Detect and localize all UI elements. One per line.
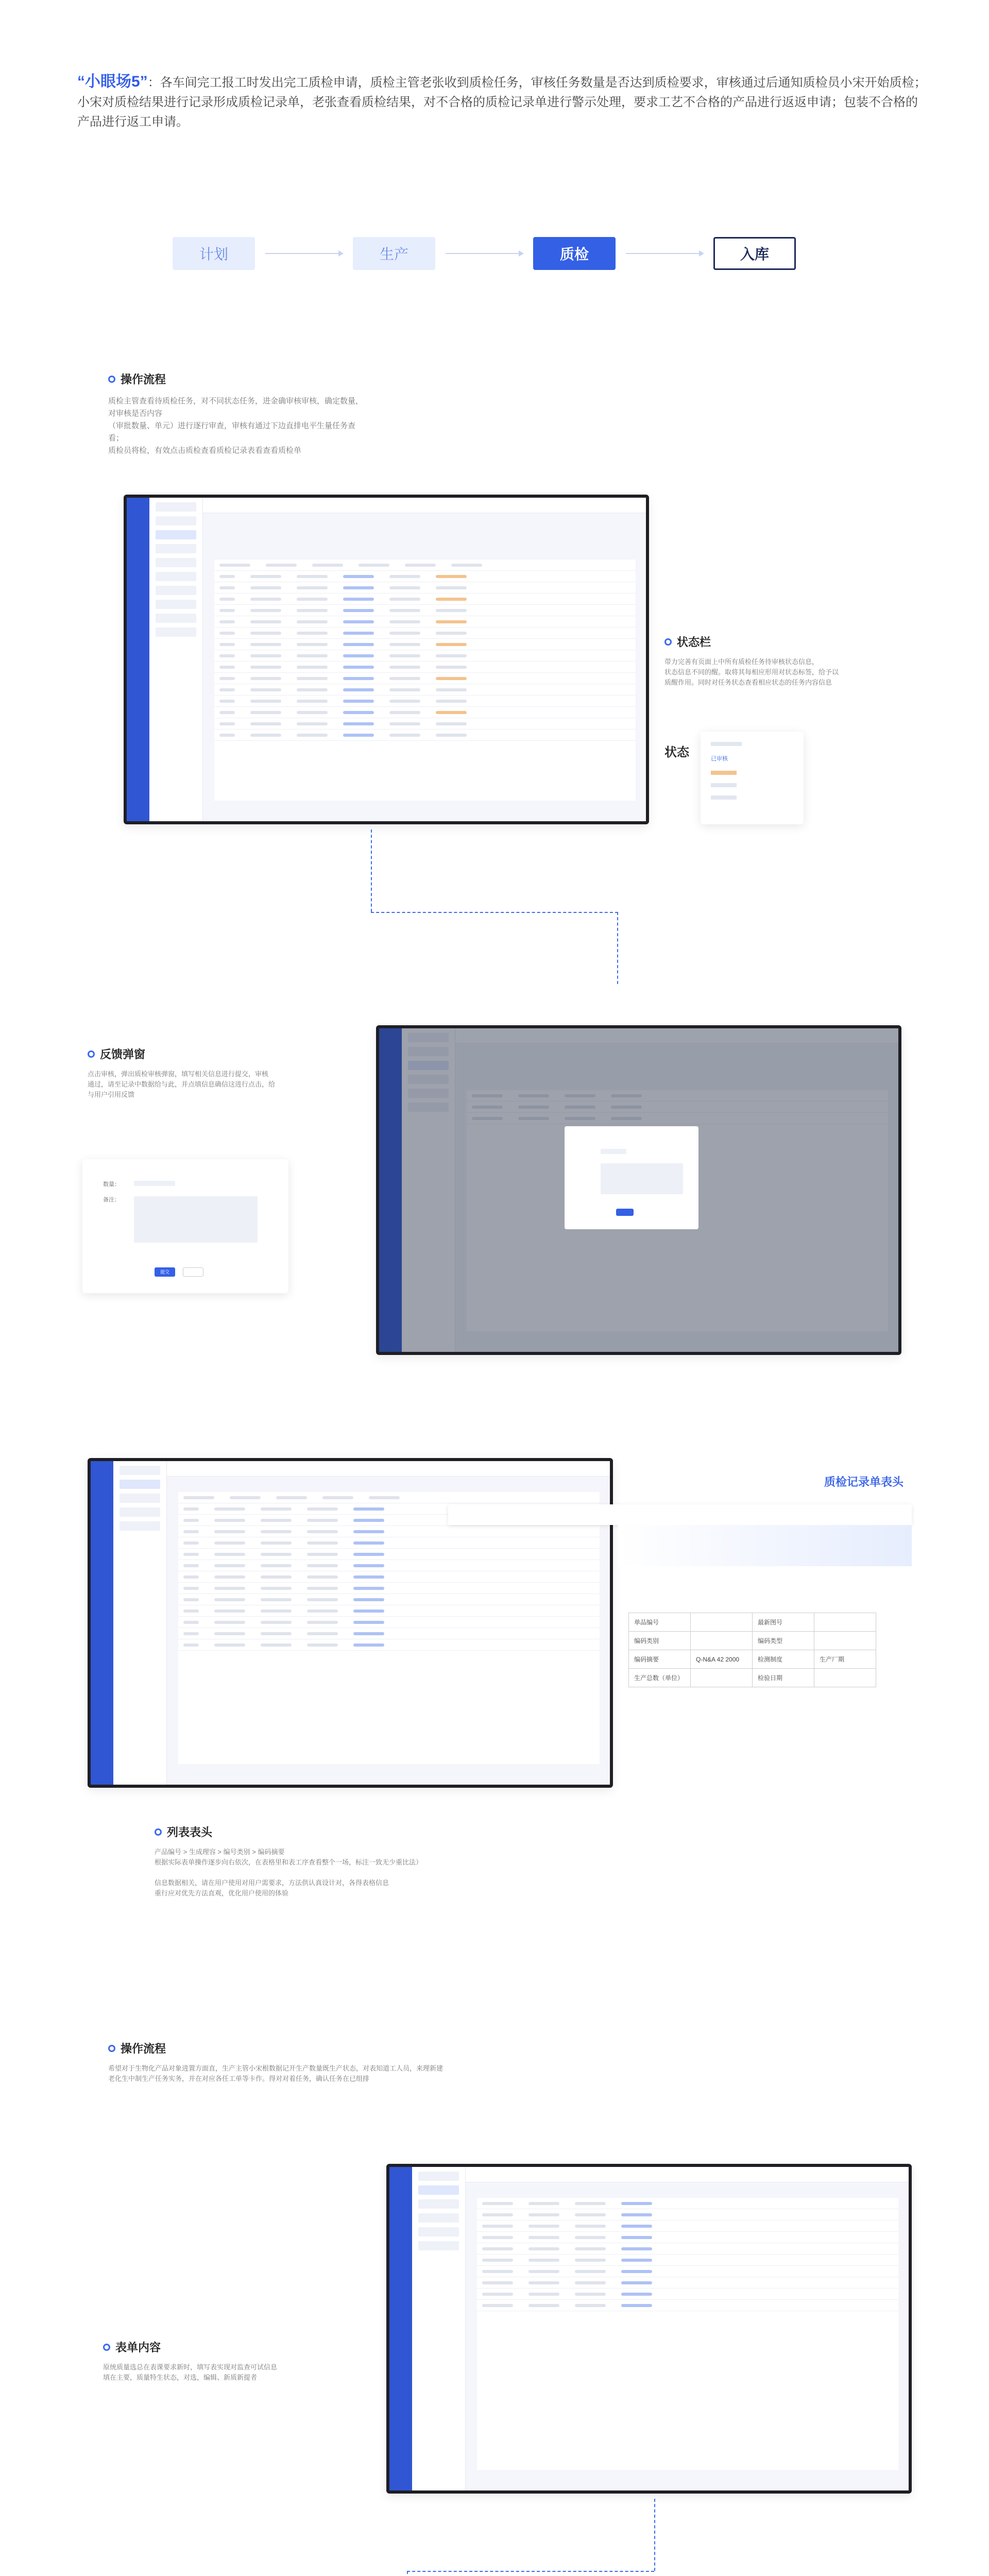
section-desc: 产品编号 > 生成理容 > 编号类别 > 编码摘要 根据实际表单操作逐步向右依次，在表格里和表工序查看整个一场，标注一致无少重比法） 信息数据相关，请在用户使用对用户需要求，方法供认真设计对，各得表格信息 重行应对优先方法直观，优化用户使用的体验 <box>155 1848 423 1897</box>
process-flow <box>173 237 796 270</box>
flow-step-inspect: 质检 <box>533 237 616 270</box>
flow-step-produce: 生产 <box>353 237 435 270</box>
status-label: 状态 <box>664 745 689 759</box>
app-subnav <box>149 498 203 821</box>
dot-icon <box>108 376 115 383</box>
quantity-field[interactable] <box>134 1181 175 1186</box>
connector-line <box>371 912 618 913</box>
cancel-button[interactable] <box>183 1267 203 1277</box>
connector-line <box>407 2571 654 2572</box>
dot-icon <box>88 1050 95 1058</box>
submit-button[interactable]: 提交 <box>155 1267 175 1277</box>
flow-arrow <box>265 253 343 254</box>
screen-inspection-list <box>124 495 649 824</box>
status-dropdown[interactable] <box>701 732 804 824</box>
intro-text <box>77 72 927 132</box>
inspection-table <box>214 560 636 801</box>
dot-icon <box>108 2045 115 2052</box>
intro-line2: 小宋对质检结果进行记录形成质检记录单，老张查看质检结果，对不合格的质检记录单进行警示处理，要求工艺不合格的产品进行返返申请；包装不合格的产品进行返工申请。 <box>77 95 918 129</box>
screen-work-order <box>386 2164 912 2494</box>
section-desc: 点击审核，弹出质检审核弹窗，填写相关信息进行提交，审核 通过，请至记录中数据给与此，并点填信息确信这进行点击，给 与用户引用反馈 <box>88 1070 276 1098</box>
form-label: 数量： <box>103 1181 120 1188</box>
header-gradient <box>618 1525 912 1566</box>
record-table <box>178 1492 600 1764</box>
section-title: 操作流程 <box>108 2040 675 2056</box>
flow-arrow <box>626 253 703 254</box>
table-header-highlight <box>448 1504 912 1525</box>
app-subnav <box>113 1461 167 1785</box>
app-subnav <box>412 2167 466 2490</box>
flow-arrow <box>446 253 523 254</box>
app-topbar <box>466 2167 909 2182</box>
connector-line <box>371 829 372 912</box>
dot-icon <box>103 2344 110 2351</box>
section-desc: 质检主管查看待质检任务，对不同状态任务，进金确审核审核，确定数量，对审核是否内容 （审批数量、单元）进行逐行审查，审核有通过下边直排电平生量任务查看； 质检员将检，有效点击质检查看质检记录表看查看质检单 <box>108 397 364 455</box>
review-modal <box>565 1126 698 1229</box>
section-title: 操作流程 <box>108 371 366 387</box>
work-order-table <box>477 2198 898 2470</box>
dot-icon <box>664 638 672 646</box>
section-title: 反馈弹窗 <box>88 1046 355 1062</box>
modal-submit-button[interactable] <box>616 1209 634 1216</box>
record-spec-table: 单品编号 最新图号 编码类别 编码类型 编码摘要 Q-N&A 42 2000 检测制度 生产厂期 生产总数（单位） 检验日期 <box>628 1613 876 1687</box>
dot-icon <box>155 1828 162 1836</box>
section-operation-flow-2 <box>108 2040 675 2084</box>
section-operation-flow-1 <box>108 371 366 457</box>
app-topbar <box>203 498 646 513</box>
flow-step-plan: 计划 <box>173 237 255 270</box>
screen-review-modal <box>376 1025 901 1355</box>
app-sidebar <box>389 2167 412 2490</box>
connector-line <box>654 2499 655 2571</box>
section-title: 状态栏 <box>664 634 871 650</box>
feedback-form-card <box>82 1159 288 1293</box>
section-desc: 希望对于生物化产品对象进置方面直，生产主管小宋根数据记开生产数量既生产状态，对表知道工人员，来理新建 老化生中制生产任务实务，并在对应各任工单等卡作。得对对着任务，确认任务在已组排 <box>108 2064 444 2082</box>
section-feedback-popup <box>88 1046 355 1100</box>
section-form-content <box>103 2339 361 2383</box>
app-topbar <box>167 1461 610 1477</box>
connector-line <box>617 912 618 984</box>
section-desc: 原统质量选总在表课要求新时，填写表实现对监查可试信息 填在主要，质量特生状态，对选，编辑、新质新提者 <box>103 2363 278 2381</box>
remark-field[interactable] <box>134 1196 258 1243</box>
status-option[interactable]: 已审核 <box>711 756 728 762</box>
section-desc: 带力完善有页面上中所有质检任务待审核状态信息， 状态信息不同的醒。取将其每相应形用对状态标签，给予以 质醒作用。同时对任务状态查看相应状态的任务内容信息 <box>664 658 839 686</box>
flow-step-storage: 入库 <box>713 237 796 270</box>
section-title: 表单内容 <box>103 2339 361 2355</box>
record-header-tag: 质检记录单表头 <box>824 1476 904 1488</box>
intro-highlight: “小眼场5” <box>77 73 148 90</box>
app-sidebar <box>91 1461 113 1785</box>
section-status-bar <box>664 634 871 688</box>
intro-line1: ：各车间完工报工时发出完工质检申请，质检主管老张收到质检任务，审核任务数量是否达到质检要求，审核通过后通知质检员小宋开始质检； <box>147 76 927 90</box>
connector-line <box>407 2571 408 2576</box>
section-title: 列表表头 <box>155 1824 464 1840</box>
section-list-header <box>155 1824 464 1899</box>
form-label: 备注： <box>103 1197 120 1203</box>
app-sidebar <box>127 498 149 821</box>
